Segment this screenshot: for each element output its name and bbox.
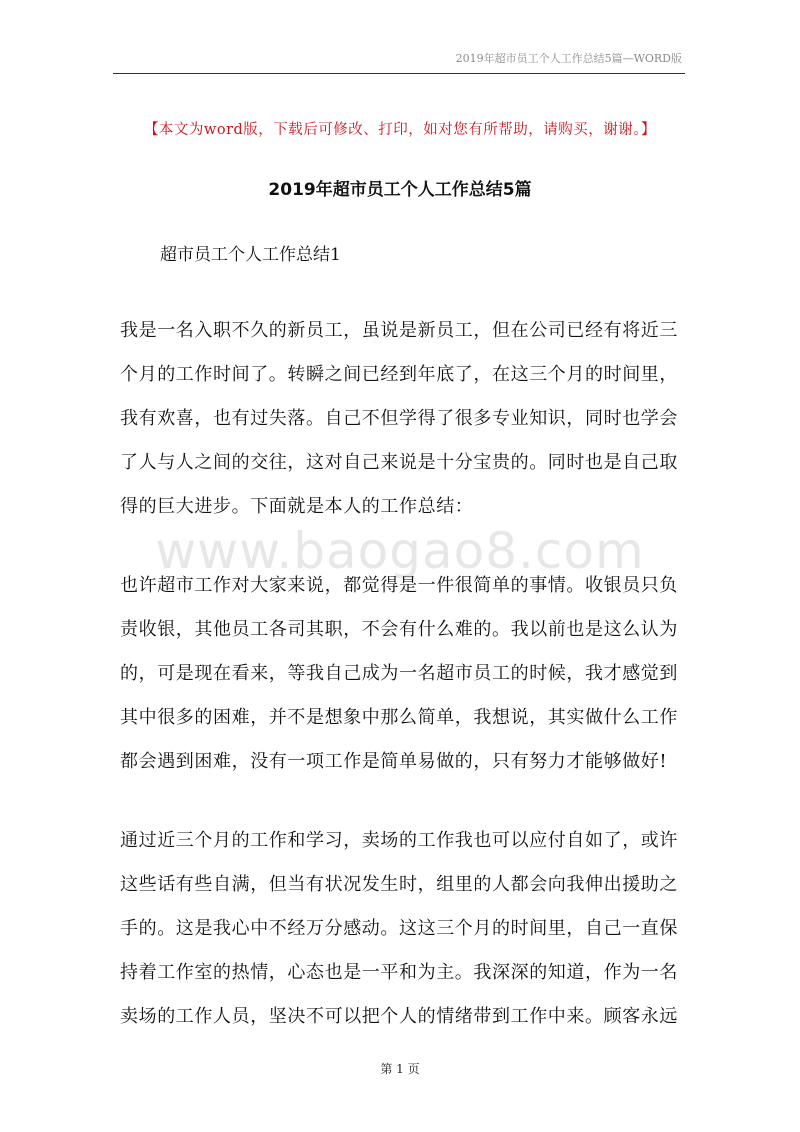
paragraph-line: 持着工作室的热情，心态也是一平和为主。我深深的知道，作为一名 xyxy=(120,962,678,983)
paragraph-line: 都会遇到困难，没有一项工作是简单易做的，只有努力才能够做好! xyxy=(120,751,668,772)
paragraph-line: 手的。这是我心中不经万分感动。这这三个月的时间里，自己一直保 xyxy=(120,918,678,939)
paragraph-line: 的，可是现在看来，等我自己成为一名超市员工的时候，我才感觉到 xyxy=(120,663,678,684)
paragraph-line: 我有欢喜，也有过失落。自己不但学得了很多专业知识，同时也学会 xyxy=(120,408,678,429)
paragraph-line: 这些话有些自满，但当有状况发生时，组里的人都会向我伸出援助之 xyxy=(120,874,678,895)
section-heading: 超市员工个人工作总结1 xyxy=(160,245,341,265)
watermark: www.baogao8.com xyxy=(155,522,645,580)
paragraph-line: 了人与人之间的交往，这对自己来说是十分宝贵的。同时也是自己取 xyxy=(120,452,678,473)
paragraph-line: 得的巨大进步。下面就是本人的工作总结： xyxy=(120,496,474,517)
paragraph-line: 个月的工作时间了。转瞬之间已经到年底了，在这三个月的时间里， xyxy=(120,364,678,385)
notice-banner: 【本文为word版，下载后可修改、打印，如对您有所帮助，请购买，谢谢。】 xyxy=(143,122,657,138)
paragraph-line: 通过近三个月的工作和学习，卖场的工作我也可以应付自如了，或许 xyxy=(120,830,678,851)
document-title: 2019年超市员工个人工作总结5篇 xyxy=(268,180,532,200)
paragraph-line: 卖场的工作人员，坚决不可以把个人的情绪带到工作中来。顾客永远 xyxy=(120,1006,678,1027)
paragraph-line: 其中很多的困难，并不是想象中那么简单，我想说，其实做什么工作 xyxy=(120,707,678,728)
paragraph-line: 我是一名入职不久的新员工，虽说是新员工，但在公司已经有将近三 xyxy=(120,320,678,341)
page-number: 第 1 页 xyxy=(380,1062,420,1076)
header-running-title: 2019年超市员工个人工作总结5篇—WORD版 xyxy=(455,52,682,65)
paragraph-line: 也许超市工作对大家来说，都觉得是一件很简单的事情。收银员只负 xyxy=(120,575,678,596)
header-divider xyxy=(113,73,685,74)
paragraph-line: 责收银，其他员工各司其职，不会有什么难的。我以前也是这么认为 xyxy=(120,619,678,640)
